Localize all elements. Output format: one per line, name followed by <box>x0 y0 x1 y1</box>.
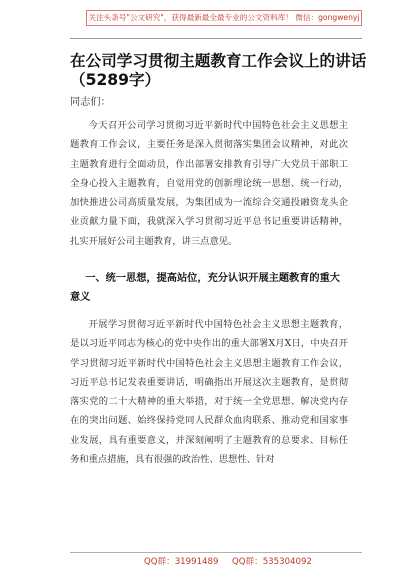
header-divider <box>70 38 362 39</box>
footer-qq-group-2: QQ群：535304092 <box>232 557 312 567</box>
promo-banner: 关注头条号"公文研究"，获得最新最全最专业的公文资料库！ 微信：gongwenyj <box>86 10 362 26</box>
section-heading-1: 一、统一思想，提高站位，充分认识开展主题教育的重大意义 <box>70 273 340 303</box>
document-title: 在公司学习贯彻主题教育工作会议上的讲话（5289字） <box>70 52 367 89</box>
footer-divider <box>70 552 362 553</box>
body-paragraph-1: 今天召开公司学习贯彻习近平新时代中国特色社会主义思想主题教育工作会议，主要任务是深入贯彻落实集团会议精神，对此次主题教育进行全面动员，作出部署安排教育引导广大党员干部职工全身心投入主题教育，自觉用党的创新理论统一思想、统一行动，加快推进公司高质量发展，为集团成为一流综合交通投融资龙头企业贡献力量下面，我就深入学习贯彻习近平总书记重要讲话精神，扎实开展好公司主题教育，讲三点意见。 <box>70 120 348 247</box>
body-paragraph-2: 开展学习贯彻习近平新时代中国特色社会主义思想主题教育，是以习近平同志为核心的党中央作出的重大部署X月X日，中央召开学习贯彻习近平新时代中国特色社会主义思想主题教育工作会议，习近平总书记发表重要讲话，明确指出开展这次主题教育，是贯彻落实党的二十大精神的重大举措，对于统一全党思想、解决党内存在的突出问题、始终保持党同人民群众血肉联系、推动党和国家事业发展，具有重要意义，并深刻阐明了主题教育的总要求、目标任务和重点措施，具有很强的政治性、思想性、针对 <box>70 319 348 466</box>
footer-qq-group-1: QQ群：31991489 <box>144 557 219 567</box>
salutation: 同志们： <box>70 97 111 108</box>
